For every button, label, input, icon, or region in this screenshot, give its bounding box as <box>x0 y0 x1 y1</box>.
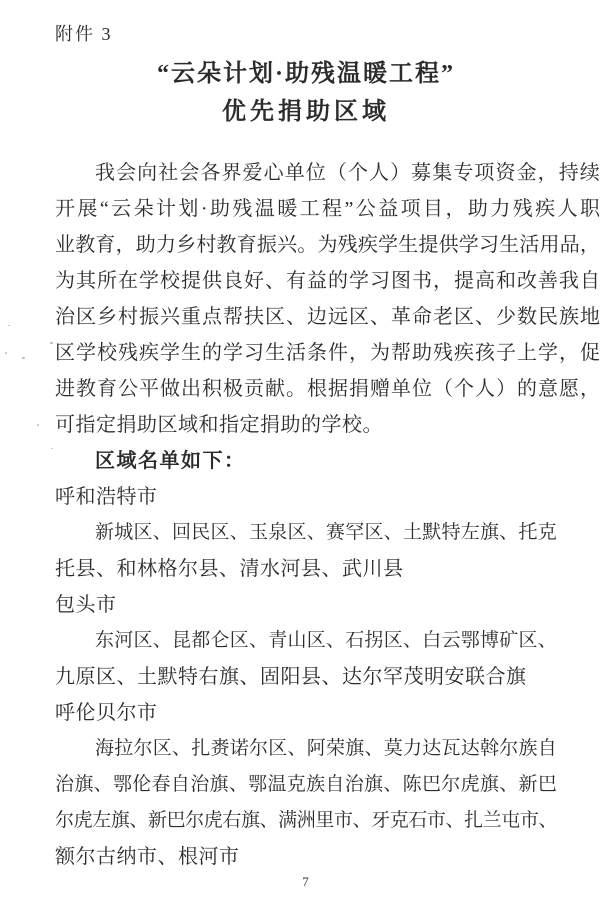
region-line: 托县、和林格尔县、清水河县、武川县 <box>55 558 404 580</box>
scan-speck <box>5 352 7 354</box>
paragraph-line: 业 教 育 ， 助 力 乡 村 教 育 振 兴 。 为 残 疾 学 生 提 供 学 习 生 活 用 品 ， <box>55 234 600 256</box>
region-line: 新 城 区 、 回 民 区 、 玉 泉 区 、 赛 罕 区 、 土 默 特 左 旗 、 托 克 <box>95 522 557 543</box>
document-title <box>55 55 557 131</box>
title-line-2: 优先捐助区域 <box>222 99 390 125</box>
region-city: 呼和浩特市 <box>55 486 158 508</box>
paragraph-line: 为 其 所 在 学 校 提 供 良 好 、 有 益 的 学 习 图 书 ， 提 高 和 改 善 我 自 <box>55 270 600 292</box>
page-number: 7 <box>302 874 309 889</box>
document-body <box>55 155 611 875</box>
region-line: 东 河 区 、 昆 都 仑 区 、 青 山 区 、 石 拐 区 、 白 云 鄂 博 矿 区 、 <box>95 630 557 651</box>
paragraph-line: 开 展 “ 云 朵 计 划 · 助 残 温 暖 工 程 ” 公 益 项 目 ， 助 力 残 疾 人 职 <box>55 198 600 220</box>
region-line: 尔 虎 左 旗 、 新 巴 尔 虎 右 旗 、 满 洲 里 市 、 牙 克 石 市 、 扎 兰 屯 市 、 <box>55 810 558 831</box>
scan-speck <box>37 424 39 426</box>
paragraph-line: 区 学 校 残 疾 学 生 的 学 习 生 活 条 件 ， 为 帮 助 残 疾 孩 子 上 学 ， 促 <box>55 342 600 364</box>
region-city: 呼伦贝尔市 <box>55 702 158 724</box>
region-city: 包头市 <box>55 594 117 616</box>
paragraph-line: 可指定捐助区域和指定捐助的学校。 <box>55 414 383 436</box>
attachment-label: 附件 3 <box>55 24 113 44</box>
title-line-1: “云朵计划·助残温暖工程” <box>156 61 455 87</box>
region-line: 额尔古纳市、根河市 <box>55 846 240 868</box>
region-line: 治 旗 、 鄂 伦 春 自 治 旗 、 鄂 温 克 族 自 治 旗 、 陈 巴 尔 虎 旗 、 新 巴 <box>55 774 557 795</box>
paragraph-line: 我 会 向 社 会 各 界 爱 心 单 位 （ 个 人 ） 募 集 专 项 资 金 ， 持 续 <box>95 162 600 184</box>
scan-speck <box>8 325 10 326</box>
region-line: 九原区、土默特右旗、固阳县、达尔罕茂明安联合旗 <box>55 666 527 688</box>
paragraph-line: 治 区 乡 村 振 兴 重 点 帮 扶 区 、 边 远 区 、 革 命 老 区 、 少 数 民 族 地 <box>55 306 600 328</box>
scan-speck <box>51 448 53 449</box>
region-line: 海 拉 尔 区 、 扎 赉 诺 尔 区 、 阿 荣 旗 、 莫 力 达 瓦 达 斡 尔 族 自 <box>95 738 557 759</box>
scan-speck <box>22 357 25 359</box>
scan-speck <box>50 342 53 344</box>
paragraph-line: 进 教 育 公 平 做 出 积 极 贡 献 。 根 据 捐 赠 单 位 （ 个 人 ） 的 意 愿 ， <box>55 378 600 400</box>
list-header: 区域名单如下： <box>95 450 246 472</box>
